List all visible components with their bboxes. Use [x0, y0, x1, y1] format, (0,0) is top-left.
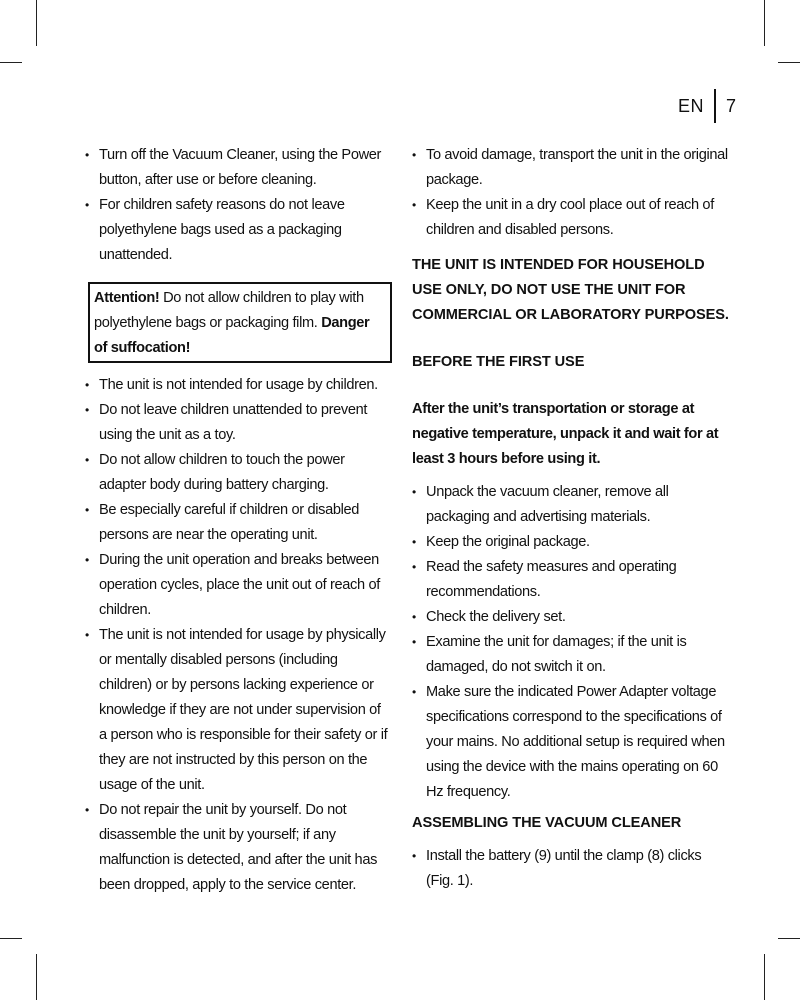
danger-warning: Danger of suffocation!	[94, 315, 370, 356]
bullet-icon: •	[85, 148, 89, 162]
safety-list-children	[85, 373, 390, 898]
bullet-icon: •	[412, 148, 416, 162]
bullet-icon: •	[85, 453, 89, 467]
bullet-icon: •	[85, 803, 89, 817]
bullet-icon: •	[85, 403, 89, 417]
page-number: 7	[725, 95, 736, 116]
list-item: • The unit is not intended for usage by physically or mentally disabled persons (including children) or by persons lacking experience or knowledge if they are not under supervision of a person who is responsible for their safety or if they are not instructed by this person on the usage of the unit.	[85, 623, 390, 798]
bullet-icon: •	[412, 849, 416, 863]
crop-mark	[764, 0, 765, 46]
crop-mark	[764, 954, 765, 1000]
assembling-list	[412, 844, 730, 894]
crop-mark	[778, 62, 800, 63]
list-item: • Make sure the indicated Power Adapter voltage specifications correspond to the specifications of your mains. No additional setup is required when using the device with the mains operating on 60 Hz frequency.	[412, 680, 730, 805]
crop-mark	[778, 938, 800, 939]
list-item: • Read the safety measures and operating recommendations.	[412, 555, 730, 605]
list-item: • Unpack the vacuum cleaner, remove all packaging and advertising materials.	[412, 480, 730, 530]
before-first-use-list	[412, 480, 730, 805]
header-divider	[714, 89, 716, 123]
bullet-icon: •	[412, 635, 416, 649]
crop-mark	[36, 0, 37, 46]
list-item: • Install the battery (9) until the clamp (8) clicks (Fig. 1).	[412, 844, 730, 894]
list-item: • Turn off the Vacuum Cleaner, using the Power button, after use or before cleaning.	[85, 143, 390, 193]
language-code: EN	[677, 95, 704, 116]
right-column	[412, 143, 730, 894]
list-item: • Do not allow children to touch the power adapter body during battery charging.	[85, 448, 390, 498]
list-item: • During the unit operation and breaks between operation cycles, place the unit out of reach of children.	[85, 548, 390, 623]
section-title-assembling: ASSEMBLING THE VACUUM CLEANER	[412, 815, 682, 831]
list-item: • Do not repair the unit by yourself. Do not disassemble the unit by yourself; if any malfunction is detected, and after the unit has been dropped, apply to the service center.	[85, 798, 390, 898]
list-item: • To avoid damage, transport the unit in the original package.	[412, 143, 730, 193]
list-item: • Keep the unit in a dry cool place out of reach of children and disabled persons.	[412, 193, 730, 243]
list-item: • The unit is not intended for usage by children.	[85, 373, 390, 398]
transport-list	[412, 143, 730, 243]
household-notice: THE UNIT IS INTENDED FOR HOUSEHOLD USE ONLY, DO NOT USE THE UNIT FOR COMMERCIAL OR LABORATORY PURPOSES.	[412, 257, 729, 323]
attention-box	[88, 282, 392, 363]
list-item: • For children safety reasons do not leave polyethylene bags used as a packaging unattended.	[85, 193, 390, 268]
attention-text: Do not allow children to play with polyethylene bags or packaging film.	[94, 290, 364, 331]
attention-label: Attention!	[94, 290, 160, 306]
list-item: • Examine the unit for damages; if the unit is damaged, do not switch it on.	[412, 630, 730, 680]
crop-mark	[0, 938, 22, 939]
bullet-icon: •	[412, 535, 416, 549]
page-header	[678, 90, 736, 122]
list-item: • Be especially careful if children or disabled persons are near the operating unit.	[85, 498, 390, 548]
list-item: • Keep the original package.	[412, 530, 730, 555]
bullet-icon: •	[412, 610, 416, 624]
left-column	[85, 143, 390, 898]
bullet-icon: •	[412, 485, 416, 499]
bullet-icon: •	[412, 198, 416, 212]
list-item: • Check the delivery set.	[412, 605, 730, 630]
bullet-icon: •	[85, 378, 89, 392]
bullet-icon: •	[85, 553, 89, 567]
section-title-before-first-use: BEFORE THE FIRST USE	[412, 354, 585, 370]
safety-list-top	[85, 143, 390, 268]
list-item: • Do not leave children unattended to prevent using the unit as a toy.	[85, 398, 390, 448]
bullet-icon: •	[85, 628, 89, 642]
bullet-icon: •	[85, 198, 89, 212]
bullet-icon: •	[85, 503, 89, 517]
bullet-icon: •	[412, 685, 416, 699]
before-first-use-intro: After the unit’s transportation or storage at negative temperature, unpack it and wait for at least 3 hours before using it.	[412, 401, 719, 467]
crop-mark	[36, 954, 37, 1000]
bullet-icon: •	[412, 560, 416, 574]
crop-mark	[0, 62, 22, 63]
